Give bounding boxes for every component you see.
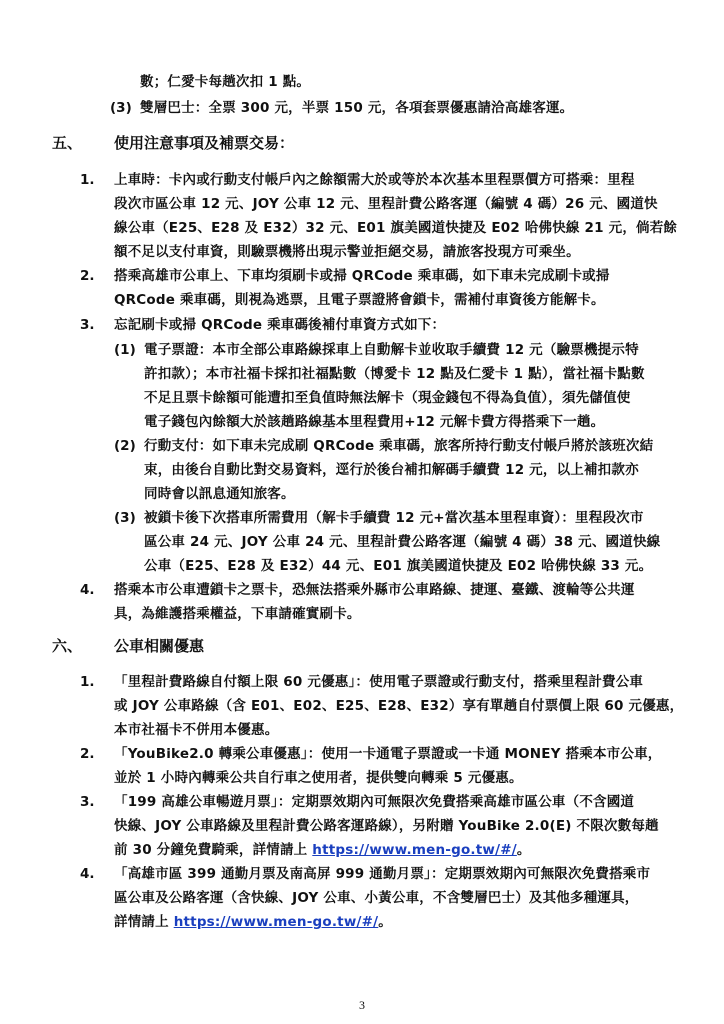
section-number: 六、: [52, 637, 83, 655]
item-line: 段次市區公車 12 元、JOY 公車 12 元、里程計費公路客運（編號 4 碼）26 元、國道快: [114, 196, 658, 212]
item-line: 具，為維護搭乘權益，下車請確實刷卡。: [114, 606, 361, 622]
item-number: 3.: [80, 794, 95, 810]
subitem-line: 電子票證：本市全部公車路線採車上自動解卡並收取手續費 12 元（驗票機提示特: [144, 342, 639, 358]
subitem-line: 行動支付：如下車未完成刷 QRCode 乘車碼，旅客所持行動支付帳戶將於該班次結: [144, 438, 654, 454]
item-number: 4.: [80, 582, 95, 598]
subitem-line: 被鎖卡後下次搭車所需費用（解卡手續費 12 元+當次基本里程車資）：里程段次市: [144, 510, 644, 526]
item-line: 搭乘高雄市公車上、下車均須刷卡或掃 QRCode 乘車碼，如下車未完成刷卡或掃: [114, 268, 610, 284]
item-text: 。: [378, 914, 392, 930]
subitem-line: 公車（E25、E28 及 E32）44 元、E01 旗美國道快捷及 E02 哈佛快線 33 元。: [144, 558, 653, 574]
page-number: 3: [359, 998, 365, 1012]
item-line: 額不足以支付車資，則驗票機將出現示警並拒絕交易，請旅客投現方可乘坐。: [114, 244, 580, 260]
item-line: 並於 1 小時內轉乘公共自行車之使用者，提供雙向轉乘 5 元優惠。: [114, 770, 523, 786]
subitem-line: 電子錢包內餘額大於該趟路線基本里程費用+12 元解卡費方得搭乘下一趟。: [144, 414, 605, 430]
item-line: 忘記刷卡或掃 QRCode 乘車碼後補付車資方式如下：: [114, 317, 446, 333]
subitem-line: 束，由後台自動比對交易資料，逕行於後台補扣解碼手續費 12 元，以上補扣款亦: [144, 462, 639, 478]
item-line: 「里程計費路線自付額上限 60 元優惠」：使用電子票證或行動支付，搭乘里程計費公車: [114, 674, 644, 690]
subitem-line: 區公車 24 元、JOY 公車 24 元、里程計費公路客運（編號 4 碼）38 元、國道快線: [144, 534, 661, 550]
item-line: 本市社福卡不併用本優惠。: [114, 722, 279, 738]
item-text: 詳情請上: [114, 914, 174, 930]
list-number: (3): [110, 100, 132, 116]
item-number: 1.: [80, 172, 95, 188]
list-text: 雙層巴士：全票 300 元，半票 150 元，各項套票優惠請洽高雄客運。: [140, 100, 574, 116]
item-line: 「199 高雄公車暢遊月票」：定期票效期內可無限次免費搭乘高雄市區公車（不含國道: [114, 794, 635, 810]
subitem-line: 許扣款）；本市社福卡採扣社福點數（博愛卡 12 點及仁愛卡 1 點），當社福卡點數: [144, 366, 645, 382]
subitem-line: 不足且票卡餘額可能遭扣至負值時無法解卡（現金錢包不得為負值），須先儲值使: [144, 390, 631, 406]
item-line: 「高雄市區 399 通勤月票及南高屏 999 通勤月票」：定期票效期內可無限次免費搭乘市: [114, 866, 651, 882]
subitem-number: (2): [114, 438, 136, 454]
item-line: QRCode 乘車碼，則視為逃票，且電子票證將會鎖卡，需補付車資後方能解卡。: [114, 292, 605, 308]
item-number: 3.: [80, 317, 95, 333]
item-line: [114, 912, 392, 932]
item-number: 4.: [80, 866, 95, 882]
section-title: 使用注意事項及補票交易：: [114, 134, 295, 152]
item-line: 區公車及公路客運（含快線、JOY 公車、小黃公車，不含雙層巴士）及其他多種運具，: [114, 890, 639, 906]
subitem-number: (3): [114, 510, 136, 526]
item-number: 1.: [80, 674, 95, 690]
section-number: 五、: [52, 134, 83, 152]
men-go-link[interactable]: https://www.men-go.tw/#/: [312, 842, 517, 858]
continued-text: 數；仁愛卡每趟次扣 1 點。: [140, 74, 311, 90]
item-number: 2.: [80, 268, 95, 284]
item-line: 上車時：卡內或行動支付帳戶內之餘額需大於或等於本次基本里程票價方可搭乘：里程: [114, 172, 635, 188]
item-line: 搭乘本市公車遭鎖卡之票卡，恐無法搭乘外縣市公車路線、捷運、臺鐵、渡輪等公共運: [114, 582, 635, 598]
item-text: 前 30 分鐘免費騎乘，詳情請上: [114, 842, 313, 858]
item-line: 線公車（E25、E28 及 E32）32 元、E01 旗美國道快捷及 E02 哈佛快線 21 元，倘若餘: [114, 220, 678, 236]
item-line: [114, 840, 531, 860]
item-line: 快線、JOY 公車路線及里程計費公路客運路線），另附贈 YouBike 2.0(E) 不限次數每趟: [114, 818, 659, 834]
subitem-number: (1): [114, 342, 136, 358]
item-number: 2.: [80, 746, 95, 762]
men-go-link[interactable]: https://www.men-go.tw/#/: [173, 914, 379, 930]
section-title: 公車相關優惠: [114, 637, 205, 655]
item-line: 「YouBike2.0 轉乘公車優惠」：使用一卡通電子票證或一卡通 MONEY 搭乘本市公車，: [114, 746, 662, 762]
item-line: 或 JOY 公車路線（含 E01、E02、E25、E28、E32）享有單趟自付票價上限 60 元優惠，: [114, 698, 684, 714]
item-text: 。: [516, 842, 531, 858]
subitem-line: 同時會以訊息通知旅客。: [144, 486, 295, 502]
